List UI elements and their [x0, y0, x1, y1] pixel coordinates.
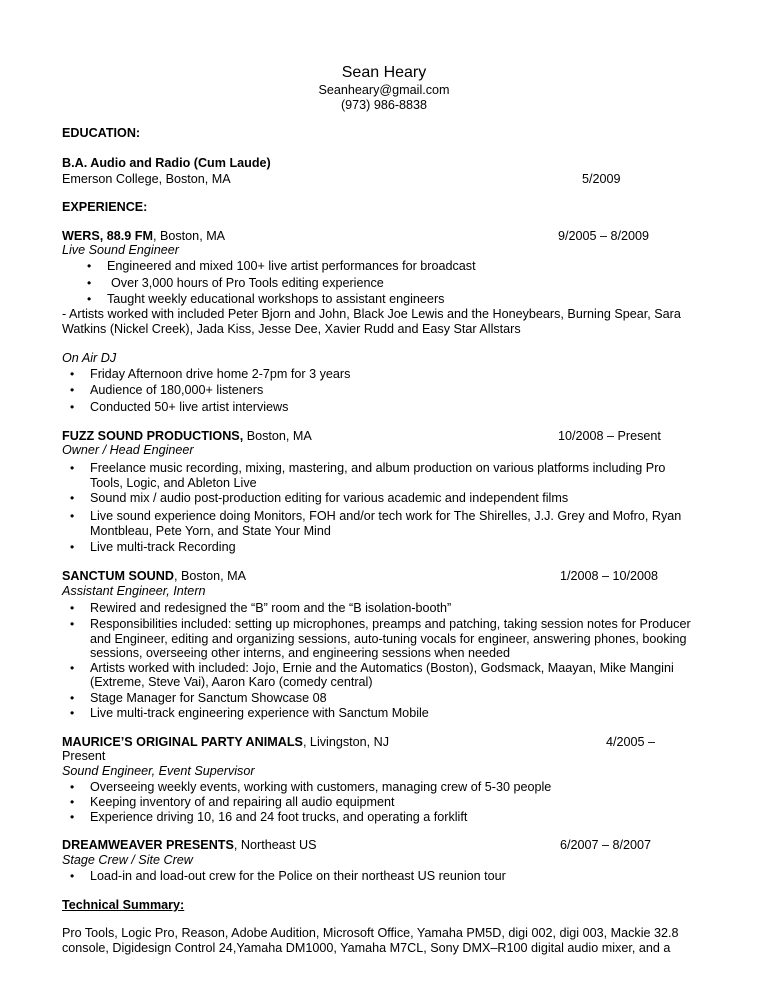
list-item: Sound mix / audio post-production editing for various academic and independent films [90, 491, 569, 505]
bullet: • [70, 691, 75, 705]
bullet: • [70, 383, 75, 397]
wers-role-2: On Air DJ [62, 351, 117, 365]
artists-line: - Artists worked with included Peter Bjorn and John, Black Joe Lewis and the Honeybears, Burning Spear, Sara [62, 307, 681, 321]
phone: (973) 986-8838 [340, 98, 428, 112]
bullet: • [70, 400, 75, 414]
bullet: • [70, 601, 75, 615]
list-item: Load-in and load-out crew for the Police on their northeast US reunion tour [90, 869, 506, 883]
sanctum-title [62, 568, 246, 584]
bullet: • [70, 367, 75, 381]
bullet: • [70, 509, 75, 523]
technical-line: console, Digidesign Control 24,Yamaha DM1000, Yamaha M7CL, Sony DMX–R100 digital audio mixer, and a [62, 941, 671, 955]
list-item-cont: Montbleau, Pete Yorn, and State Your Mind [90, 524, 331, 538]
list-item: Rewired and redesigned the “B” room and the “B isolation-booth” [90, 601, 452, 615]
dream-org: DREAMWEAVER PRESENTS [62, 838, 234, 852]
list-item: Overseeing weekly events, working with customers, managing crew of 5-30 people [90, 780, 552, 794]
fuzz-org: FUZZ SOUND PRODUCTIONS, [62, 429, 244, 443]
list-item: Taught weekly educational workshops to assistant engineers [107, 292, 445, 306]
education-heading: EDUCATION: [62, 126, 141, 140]
list-item: Keeping inventory of and repairing all audio equipment [90, 795, 395, 809]
bullet: • [70, 706, 75, 720]
wers-date: 9/2005 – 8/2009 [558, 229, 650, 243]
list-item-cont: (Extreme, Steve Vai), Aaron Karo (comedy central) [90, 675, 373, 689]
list-item-cont: and Engineer, editing and organizing sessions, auto-tuning vocals for engineer, answering phones, booking [90, 632, 687, 646]
experience-heading: EXPERIENCE: [62, 200, 148, 214]
fuzz-location: Boston, MA [243, 429, 312, 443]
fuzz-role: Owner / Head Engineer [62, 443, 194, 457]
education-date: 5/2009 [582, 172, 621, 186]
technical-heading: Technical Summary: [62, 898, 185, 912]
bullet: • [70, 461, 75, 475]
maurice-title [62, 734, 389, 750]
list-item: Responsibilities included: setting up microphones, preamps and patching, taking session notes for Producer [90, 617, 691, 631]
list-item: Audience of 180,000+ listeners [90, 383, 264, 397]
list-item: Experience driving 10, 16 and 24 foot trucks, and operating a forklift [90, 810, 468, 824]
wers-location: , Boston, MA [152, 229, 226, 243]
sanctum-location: , Boston, MA [173, 569, 247, 583]
sanctum-date: 1/2008 – 10/2008 [560, 569, 659, 583]
dream-title [62, 837, 317, 853]
list-item-cont: Tools, Logic, and Ableton Live [90, 476, 257, 490]
dream-role: Stage Crew / Site Crew [62, 853, 193, 867]
wers-org: WERS, 88.9 FM [62, 229, 153, 243]
list-item: Friday Afternoon drive home 2-7pm for 3 years [90, 367, 351, 381]
maurice-org: MAURICE’S ORIGINAL PARTY ANIMALS [62, 735, 303, 749]
maurice-role: Sound Engineer, Event Supervisor [62, 764, 255, 778]
sanctum-role: Assistant Engineer, Intern [62, 584, 206, 598]
bullet: • [70, 540, 75, 554]
list-item: Live multi-track Recording [90, 540, 236, 554]
wers-role: Live Sound Engineer [62, 243, 179, 257]
bullet: • [70, 810, 75, 824]
email: Seanheary@gmail.com [318, 83, 450, 97]
bullet: • [70, 869, 75, 883]
bullet: • [70, 661, 75, 675]
artists-line: Watkins (Nickel Creek), Jada Kiss, Jesse Dee, Xavier Rudd and Easy Star Allstars [62, 322, 521, 336]
list-item: Over 3,000 hours of Pro Tools editing experience [111, 276, 384, 290]
bullet: • [70, 617, 75, 631]
list-item: Stage Manager for Sanctum Showcase 08 [90, 691, 327, 705]
bullet: • [87, 259, 92, 273]
dream-location: , Northeast US [233, 838, 317, 852]
bullet: • [87, 292, 92, 306]
maurice-date-cont: Present [62, 749, 106, 763]
list-item: Artists worked with included: Jojo, Ernie and the Automatics (Boston), Godsmack, Maayan, Mike Mangini [90, 661, 674, 675]
list-item: Live sound experience doing Monitors, FOH and/or tech work for The Shirelles, J.J. Grey and Mofro, Ryan [90, 509, 682, 523]
maurice-location: , Livingston, NJ [302, 735, 390, 749]
resume-name: Sean Heary [341, 64, 427, 81]
technical-line: Pro Tools, Logic Pro, Reason, Adobe Audition, Microsoft Office, Yamaha PM5D, digi 002, digi 003, Mackie 32.8 [62, 926, 679, 940]
list-item: Conducted 50+ live artist interviews [90, 400, 289, 414]
bullet: • [70, 491, 75, 505]
fuzz-date: 10/2008 – Present [558, 429, 661, 443]
school: Emerson College, Boston, MA [62, 172, 231, 186]
dream-date: 6/2007 – 8/2007 [560, 838, 652, 852]
list-item: Freelance music recording, mixing, mastering, and album production on various platforms including Pro [90, 461, 666, 475]
bullet: • [87, 276, 92, 290]
list-item: Live multi-track engineering experience with Sanctum Mobile [90, 706, 429, 720]
list-item-cont: sessions, overseeing other interns, and engineering sessions when needed [90, 646, 511, 660]
degree: B.A. Audio and Radio (Cum Laude) [62, 156, 271, 170]
maurice-date: 4/2005 – [606, 735, 656, 749]
list-item: Engineered and mixed 100+ live artist performances for broadcast [107, 259, 476, 273]
bullet: • [70, 780, 75, 794]
bullet: • [70, 795, 75, 809]
sanctum-org: SANCTUM SOUND [62, 569, 174, 583]
